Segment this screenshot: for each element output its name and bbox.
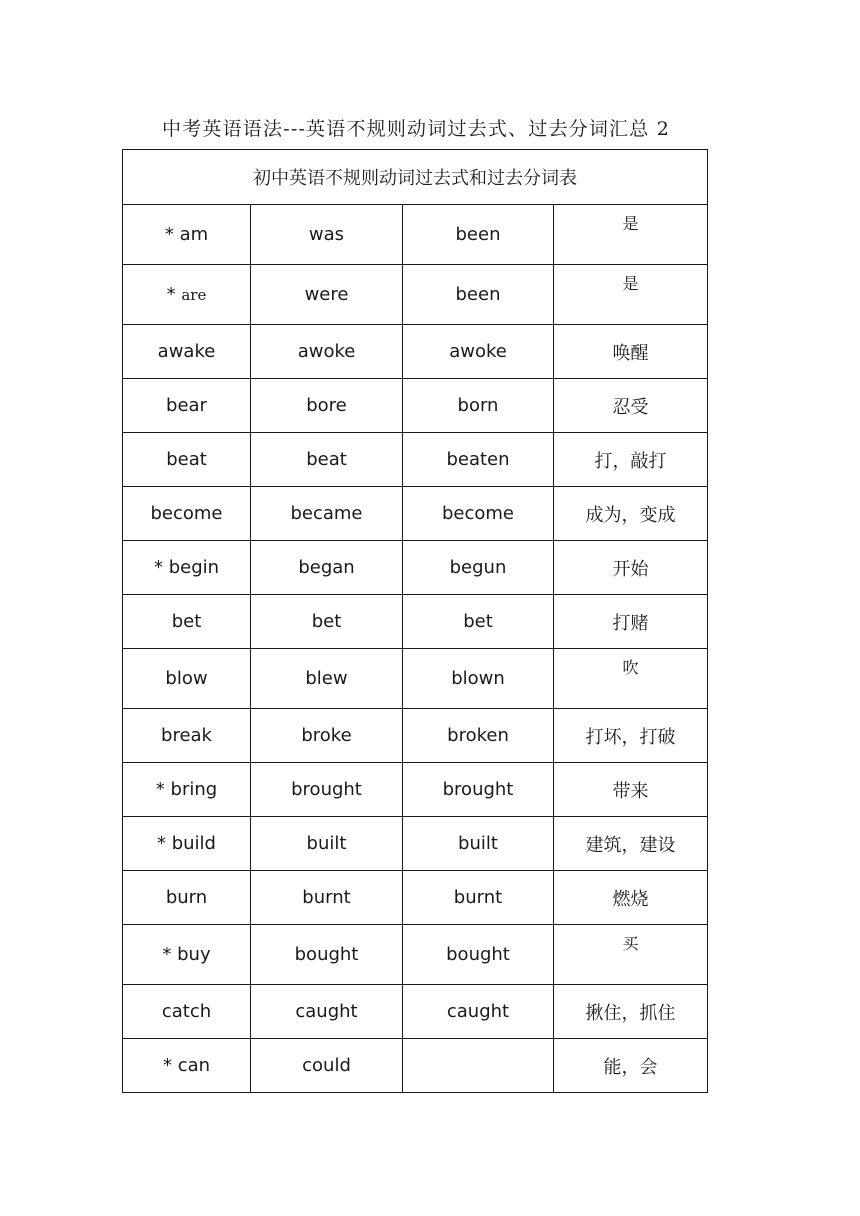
past-tense-cell: bought (251, 925, 403, 985)
past-participle-cell: bet (403, 595, 554, 649)
base-form-cell: break (123, 709, 251, 763)
meaning-cell: 打赌 (554, 595, 708, 649)
base-form-cell: * bring (123, 763, 251, 817)
table-row (123, 265, 708, 325)
table-row (123, 817, 708, 871)
document-title: 中考英语语法---英语不规则动词过去式、过去分词汇总 2 (162, 118, 670, 140)
past-participle-cell: been (403, 205, 554, 265)
past-tense-cell: could (251, 1039, 403, 1093)
past-tense-cell: bore (251, 379, 403, 433)
past-participle-cell: become (403, 487, 554, 541)
table-row (123, 541, 708, 595)
past-tense-cell: blew (251, 649, 403, 709)
past-participle-cell: caught (403, 985, 554, 1039)
past-tense-cell: brought (251, 763, 403, 817)
table-row (123, 763, 708, 817)
base-form-cell: * am (123, 205, 251, 265)
base-form-cell: bear (123, 379, 251, 433)
meaning-cell: 唤醒 (554, 325, 708, 379)
base-form-cell: * build (123, 817, 251, 871)
meaning-cell: 开始 (554, 541, 708, 595)
irregular-verbs-table (122, 149, 708, 1093)
base-form-cell: * buy (123, 925, 251, 985)
table-row (123, 709, 708, 763)
past-tense-cell: was (251, 205, 403, 265)
base-form-cell: awake (123, 325, 251, 379)
past-participle-cell: bought (403, 925, 554, 985)
past-tense-cell: built (251, 817, 403, 871)
base-form-cell: * can (123, 1039, 251, 1093)
meaning-cell: 能，会 (554, 1039, 708, 1093)
table-row (123, 595, 708, 649)
past-tense-cell: beat (251, 433, 403, 487)
table-row (123, 871, 708, 925)
past-tense-cell: awoke (251, 325, 403, 379)
table-row (123, 433, 708, 487)
past-participle-cell: broken (403, 709, 554, 763)
meaning-cell: 成为，变成 (554, 487, 708, 541)
past-participle-cell: been (403, 265, 554, 325)
base-form-cell: bet (123, 595, 251, 649)
table-row (123, 649, 708, 709)
past-tense-cell: began (251, 541, 403, 595)
base-form-cell: catch (123, 985, 251, 1039)
meaning-cell: 是 (554, 205, 708, 265)
table-row (123, 487, 708, 541)
past-participle-cell: begun (403, 541, 554, 595)
table-row (123, 1039, 708, 1093)
meaning-cell: 打坏，打破 (554, 709, 708, 763)
past-participle-cell: blown (403, 649, 554, 709)
meaning-cell: 是 (554, 265, 708, 325)
past-tense-cell: broke (251, 709, 403, 763)
base-form-word: are (181, 286, 207, 304)
table-row (123, 325, 708, 379)
table-header-row (123, 150, 708, 205)
table-row (123, 925, 708, 985)
past-participle-cell: burnt (403, 871, 554, 925)
meaning-cell: 带来 (554, 763, 708, 817)
base-form-cell: become (123, 487, 251, 541)
past-participle-cell: brought (403, 763, 554, 817)
meaning-cell: 打，敲打 (554, 433, 708, 487)
base-form-cell: beat (123, 433, 251, 487)
base-form-cell: burn (123, 871, 251, 925)
past-tense-cell: bet (251, 595, 403, 649)
past-participle-cell: awoke (403, 325, 554, 379)
table-header: 初中英语不规则动词过去式和过去分词表 (123, 150, 708, 205)
base-form-cell (123, 265, 251, 325)
meaning-cell: 买 (554, 925, 708, 985)
base-form-prefix: * (166, 284, 182, 305)
meaning-cell: 揪住，抓住 (554, 985, 708, 1039)
past-tense-cell: burnt (251, 871, 403, 925)
table-row (123, 379, 708, 433)
meaning-cell: 吹 (554, 649, 708, 709)
past-tense-cell: caught (251, 985, 403, 1039)
past-tense-cell: became (251, 487, 403, 541)
table-row (123, 985, 708, 1039)
meaning-cell: 忍受 (554, 379, 708, 433)
meaning-cell: 燃烧 (554, 871, 708, 925)
meaning-cell: 建筑，建设 (554, 817, 708, 871)
past-participle-cell: built (403, 817, 554, 871)
past-participle-cell: beaten (403, 433, 554, 487)
past-participle-cell (403, 1039, 554, 1093)
base-form-cell: * begin (123, 541, 251, 595)
past-participle-cell: born (403, 379, 554, 433)
past-tense-cell: were (251, 265, 403, 325)
table-row (123, 205, 708, 265)
base-form-cell: blow (123, 649, 251, 709)
